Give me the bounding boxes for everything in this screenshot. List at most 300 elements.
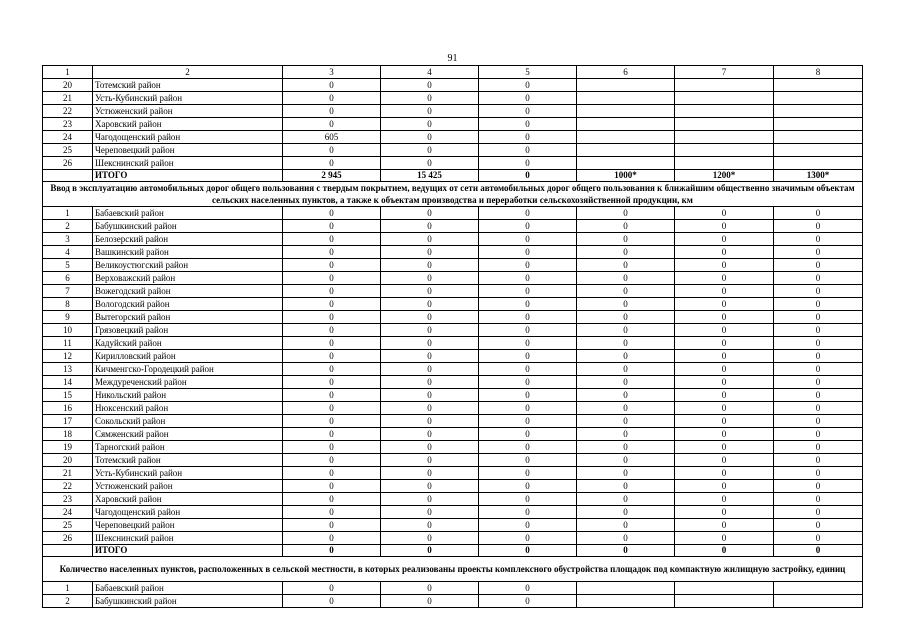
value-cell-c7 [675,144,774,157]
value-cell-c4: 0 [381,389,479,402]
value-cell-c7 [675,595,774,608]
value-cell-c7: 0 [675,467,774,480]
table-row [43,480,863,493]
value-cell-c5: 0 [479,480,577,493]
value-cell-c6: 0 [577,532,675,545]
value-cell-c4: 0 [381,545,479,557]
district-name-cell: Тарногский район [93,441,283,454]
district-name-cell: Бабаевский район [93,207,283,220]
table-row [43,220,863,233]
value-cell-c8: 0 [774,207,863,220]
value-cell-c5: 0 [479,350,577,363]
district-name-cell: Усть-Кубинский район [93,92,283,105]
row-number-cell: 21 [43,92,93,105]
value-cell-c7 [675,105,774,118]
value-cell-c7 [675,582,774,595]
value-cell-c7: 1200* [675,170,774,182]
value-cell-c8 [774,105,863,118]
value-cell-c5: 0 [479,441,577,454]
value-cell-c7: 0 [675,480,774,493]
row-number-cell: 25 [43,519,93,532]
row-number-cell: 1 [43,207,93,220]
value-cell-c8: 0 [774,519,863,532]
district-name-cell: Харовский район [93,493,283,506]
value-cell-c8 [774,582,863,595]
value-cell-c6: 0 [577,428,675,441]
value-cell-c3: 0 [283,376,381,389]
value-cell-c8 [774,79,863,92]
district-name-cell: Бабушкинский район [93,595,283,608]
page-number: 91 [447,53,458,64]
column-number-header-row [43,66,863,79]
value-cell-c6: 0 [577,324,675,337]
column-number-header: 4 [381,66,479,79]
value-cell-c4: 0 [381,79,479,92]
value-cell-c6 [577,79,675,92]
value-cell-c5: 0 [479,519,577,532]
value-cell-c7: 0 [675,259,774,272]
section-header-settlements [43,557,863,582]
value-cell-c7: 0 [675,363,774,376]
district-name-cell: Междуреченский район [93,376,283,389]
row-number-cell: 23 [43,493,93,506]
value-cell-c5: 0 [479,170,577,182]
value-cell-c4: 0 [381,207,479,220]
value-cell-c8: 0 [774,441,863,454]
table-row [43,467,863,480]
table-row [43,298,863,311]
table-row [43,105,863,118]
value-cell-c7: 0 [675,207,774,220]
value-cell-c5: 0 [479,337,577,350]
value-cell-c6: 0 [577,207,675,220]
value-cell-c3: 0 [283,595,381,608]
row-number-cell: 13 [43,363,93,376]
table-row [43,389,863,402]
value-cell-c5: 0 [479,233,577,246]
value-cell-c8: 0 [774,350,863,363]
value-cell-c8: 0 [774,402,863,415]
value-cell-c4: 0 [381,415,479,428]
table-row [43,285,863,298]
district-name-cell: Бабаевский район [93,582,283,595]
value-cell-c7: 0 [675,415,774,428]
value-cell-c3: 0 [283,582,381,595]
table-row [43,131,863,144]
value-cell-c3: 0 [283,311,381,324]
value-cell-c6: 0 [577,298,675,311]
value-cell-c7: 0 [675,428,774,441]
value-cell-c4: 0 [381,428,479,441]
value-cell-c4: 0 [381,506,479,519]
value-cell-c4: 0 [381,233,479,246]
district-name-cell: Белозерский район [93,233,283,246]
district-name-cell: Кирилловский район [93,350,283,363]
value-cell-c6 [577,144,675,157]
row-number-cell: 24 [43,131,93,144]
value-cell-c7: 0 [675,337,774,350]
value-cell-c4: 0 [381,582,479,595]
table-row [43,532,863,545]
value-cell-c3: 0 [283,118,381,131]
row-number-cell: 22 [43,105,93,118]
row-number-cell: 12 [43,350,93,363]
value-cell-c6: 0 [577,350,675,363]
value-cell-c4: 0 [381,324,479,337]
district-name-cell: Шекснинский район [93,157,283,170]
column-number-header: 8 [774,66,863,79]
district-name-cell: ИТОГО [93,170,283,182]
district-name-cell: Усть-Кубинский район [93,467,283,480]
district-name-cell: Тотемский район [93,79,283,92]
row-number-cell: 9 [43,311,93,324]
row-number-cell: 24 [43,506,93,519]
value-cell-c5: 0 [479,118,577,131]
value-cell-c3: 0 [283,144,381,157]
value-cell-c4: 0 [381,246,479,259]
value-cell-c3: 0 [283,246,381,259]
value-cell-c8: 0 [774,337,863,350]
value-cell-c5: 0 [479,259,577,272]
value-cell-c6: 0 [577,402,675,415]
row-number-cell: 3 [43,233,93,246]
value-cell-c7: 0 [675,532,774,545]
value-cell-c6: 0 [577,441,675,454]
value-cell-c7: 0 [675,519,774,532]
value-cell-c6: 0 [577,311,675,324]
value-cell-c7: 0 [675,376,774,389]
value-cell-c6: 0 [577,454,675,467]
row-number-cell: 7 [43,285,93,298]
row-number-cell: 6 [43,272,93,285]
table-row [43,415,863,428]
value-cell-c5: 0 [479,324,577,337]
value-cell-c7: 0 [675,246,774,259]
row-number-cell: 25 [43,144,93,157]
value-cell-c3: 0 [283,363,381,376]
table-row [43,272,863,285]
value-cell-c3: 0 [283,79,381,92]
table-row [43,493,863,506]
value-cell-c6: 0 [577,519,675,532]
value-cell-c5: 0 [479,428,577,441]
district-name-cell: Грязовецкий район [93,324,283,337]
table-row [43,311,863,324]
value-cell-c8: 0 [774,467,863,480]
value-cell-c8 [774,144,863,157]
table-row [43,337,863,350]
section-header-roads [43,182,863,207]
row-number-cell: 16 [43,402,93,415]
value-cell-c8: 0 [774,506,863,519]
value-cell-c3: 0 [283,428,381,441]
district-name-cell: Сямженский район [93,428,283,441]
value-cell-c4: 0 [381,363,479,376]
value-cell-c7: 0 [675,506,774,519]
value-cell-c7: 0 [675,298,774,311]
district-name-cell: Сокольский район [93,415,283,428]
table-row [43,233,863,246]
value-cell-c6: 0 [577,415,675,428]
value-cell-c8: 0 [774,376,863,389]
value-cell-c8: 0 [774,545,863,557]
value-cell-c6: 1000* [577,170,675,182]
value-cell-c7 [675,157,774,170]
value-cell-c5: 0 [479,467,577,480]
value-cell-c6: 0 [577,493,675,506]
value-cell-c8: 1300* [774,170,863,182]
value-cell-c3: 605 [283,131,381,144]
value-cell-c6 [577,105,675,118]
value-cell-c5: 0 [479,402,577,415]
value-cell-c4: 0 [381,337,479,350]
district-name-cell: Харовский район [93,118,283,131]
value-cell-c7: 0 [675,324,774,337]
value-cell-c8: 0 [774,285,863,298]
value-cell-c7: 0 [675,285,774,298]
row-number-cell: 4 [43,246,93,259]
row-number-cell [43,170,93,182]
district-name-cell: Бабушкинский район [93,220,283,233]
value-cell-c7: 0 [675,493,774,506]
table-row [43,582,863,595]
value-cell-c5: 0 [479,105,577,118]
row-number-cell: 10 [43,324,93,337]
column-number-header: 7 [675,66,774,79]
value-cell-c4: 0 [381,480,479,493]
value-cell-c3: 0 [283,157,381,170]
column-number-header: 2 [93,66,283,79]
value-cell-c4: 0 [381,532,479,545]
value-cell-c4: 0 [381,298,479,311]
value-cell-c3: 0 [283,493,381,506]
table-row [43,144,863,157]
value-cell-c6: 0 [577,272,675,285]
value-cell-c3: 0 [283,285,381,298]
district-name-cell: Верховажский район [93,272,283,285]
value-cell-c8: 0 [774,532,863,545]
value-cell-c3: 0 [283,233,381,246]
column-number-header: 1 [43,66,93,79]
value-cell-c3: 0 [283,92,381,105]
district-name-cell: Кадуйский район [93,337,283,350]
district-name-cell: Устюженский район [93,480,283,493]
value-cell-c5: 0 [479,582,577,595]
table-row [43,118,863,131]
value-cell-c4: 15 425 [381,170,479,182]
value-cell-c5: 0 [479,389,577,402]
value-cell-c3: 0 [283,441,381,454]
value-cell-c8: 0 [774,298,863,311]
district-name-cell: Никольский район [93,389,283,402]
value-cell-c5: 0 [479,207,577,220]
value-cell-c5: 0 [479,272,577,285]
value-cell-c8: 0 [774,259,863,272]
value-cell-c8: 0 [774,233,863,246]
value-cell-c4: 0 [381,92,479,105]
statistics-table [42,65,863,608]
column-number-header: 3 [283,66,381,79]
value-cell-c8: 0 [774,324,863,337]
value-cell-c4: 0 [381,467,479,480]
district-name-cell: Вытегорский район [93,311,283,324]
table-row [43,92,863,105]
value-cell-c6: 0 [577,337,675,350]
value-cell-c6: 0 [577,233,675,246]
value-cell-c6: 0 [577,467,675,480]
row-number-cell: 18 [43,428,93,441]
value-cell-c7: 0 [675,272,774,285]
district-name-cell: Вологодский район [93,298,283,311]
column-number-header: 5 [479,66,577,79]
value-cell-c6: 0 [577,376,675,389]
value-cell-c7: 0 [675,389,774,402]
value-cell-c5: 0 [479,506,577,519]
value-cell-c3: 0 [283,415,381,428]
value-cell-c4: 0 [381,402,479,415]
value-cell-c3: 0 [283,454,381,467]
value-cell-c6: 0 [577,259,675,272]
district-name-cell: Вожегодский район [93,285,283,298]
row-number-cell: 23 [43,118,93,131]
value-cell-c4: 0 [381,272,479,285]
value-cell-c5: 0 [479,545,577,557]
value-cell-c7: 0 [675,233,774,246]
row-number-cell: 8 [43,298,93,311]
value-cell-c7: 0 [675,220,774,233]
value-cell-c5: 0 [479,415,577,428]
value-cell-c3: 0 [283,389,381,402]
value-cell-c3: 0 [283,259,381,272]
value-cell-c5: 0 [479,376,577,389]
value-cell-c8 [774,131,863,144]
table-row [43,454,863,467]
value-cell-c7 [675,131,774,144]
district-name-cell: Череповецкий район [93,144,283,157]
value-cell-c7 [675,79,774,92]
table-row [43,376,863,389]
value-cell-c4: 0 [381,157,479,170]
value-cell-c3: 0 [283,220,381,233]
value-cell-c8 [774,92,863,105]
table-row [43,519,863,532]
value-cell-c7: 0 [675,454,774,467]
row-number-cell: 26 [43,532,93,545]
value-cell-c3: 0 [283,467,381,480]
row-number-cell: 2 [43,220,93,233]
value-cell-c3: 0 [283,337,381,350]
value-cell-c6 [577,118,675,131]
value-cell-c7: 0 [675,441,774,454]
value-cell-c4: 0 [381,259,479,272]
value-cell-c6 [577,92,675,105]
value-cell-c4: 0 [381,220,479,233]
value-cell-c5: 0 [479,157,577,170]
value-cell-c8: 0 [774,246,863,259]
value-cell-c5: 0 [479,363,577,376]
section-title: Ввод в эксплуатацию автомобильных дорог общего пользования с твердым покрытием, ведущих от сети автомобильных дорог общего пользования к ближайшим общественно значимым объектам сельских населенных пунктов, а также к объектам производства и переработки сельскохозяйственной продукции, км [43,182,863,207]
value-cell-c6 [577,131,675,144]
value-cell-c6: 0 [577,480,675,493]
district-name-cell: Нюксенский район [93,402,283,415]
value-cell-c7 [675,118,774,131]
row-number-cell: 20 [43,79,93,92]
table-row [43,363,863,376]
row-number-cell: 5 [43,259,93,272]
value-cell-c8: 0 [774,493,863,506]
value-cell-c3: 0 [283,298,381,311]
value-cell-c3: 0 [283,545,381,557]
value-cell-c6 [577,595,675,608]
district-name-cell: Вашкинский район [93,246,283,259]
value-cell-c4: 0 [381,441,479,454]
value-cell-c8 [774,118,863,131]
table-body [43,66,863,608]
value-cell-c4: 0 [381,454,479,467]
value-cell-c8 [774,157,863,170]
value-cell-c4: 0 [381,376,479,389]
value-cell-c3: 0 [283,207,381,220]
row-number-cell: 15 [43,389,93,402]
value-cell-c3: 0 [283,105,381,118]
value-cell-c5: 0 [479,493,577,506]
row-number-cell: 2 [43,595,93,608]
value-cell-c3: 0 [283,402,381,415]
value-cell-c5: 0 [479,454,577,467]
table-row [43,157,863,170]
value-cell-c5: 0 [479,144,577,157]
row-number-cell: 1 [43,582,93,595]
total-row [43,545,863,557]
value-cell-c5: 0 [479,532,577,545]
table-row [43,428,863,441]
value-cell-c5: 0 [479,595,577,608]
value-cell-c6: 0 [577,220,675,233]
value-cell-c6: 0 [577,545,675,557]
value-cell-c5: 0 [479,79,577,92]
row-number-cell: 19 [43,441,93,454]
district-name-cell: Чагодощенский район [93,131,283,144]
section-title: Количество населенных пунктов, расположенных в сельской местности, в которых реализованы проекты комплексного обустройства площадок под компактную жилищную застройку, единиц [43,557,863,582]
value-cell-c6: 0 [577,363,675,376]
value-cell-c3: 0 [283,532,381,545]
column-number-header: 6 [577,66,675,79]
value-cell-c8: 0 [774,389,863,402]
value-cell-c8: 0 [774,480,863,493]
value-cell-c5: 0 [479,131,577,144]
value-cell-c8: 0 [774,415,863,428]
value-cell-c4: 0 [381,311,479,324]
value-cell-c3: 0 [283,506,381,519]
table-row [43,207,863,220]
value-cell-c4: 0 [381,105,479,118]
table-row [43,324,863,337]
value-cell-c3: 0 [283,324,381,337]
value-cell-c4: 0 [381,144,479,157]
table-row [43,402,863,415]
row-number-cell: 14 [43,376,93,389]
value-cell-c7: 0 [675,350,774,363]
value-cell-c8: 0 [774,272,863,285]
value-cell-c4: 0 [381,595,479,608]
value-cell-c6: 0 [577,246,675,259]
value-cell-c4: 0 [381,350,479,363]
value-cell-c6 [577,582,675,595]
value-cell-c5: 0 [479,311,577,324]
value-cell-c7: 0 [675,402,774,415]
value-cell-c7: 0 [675,311,774,324]
value-cell-c4: 0 [381,493,479,506]
